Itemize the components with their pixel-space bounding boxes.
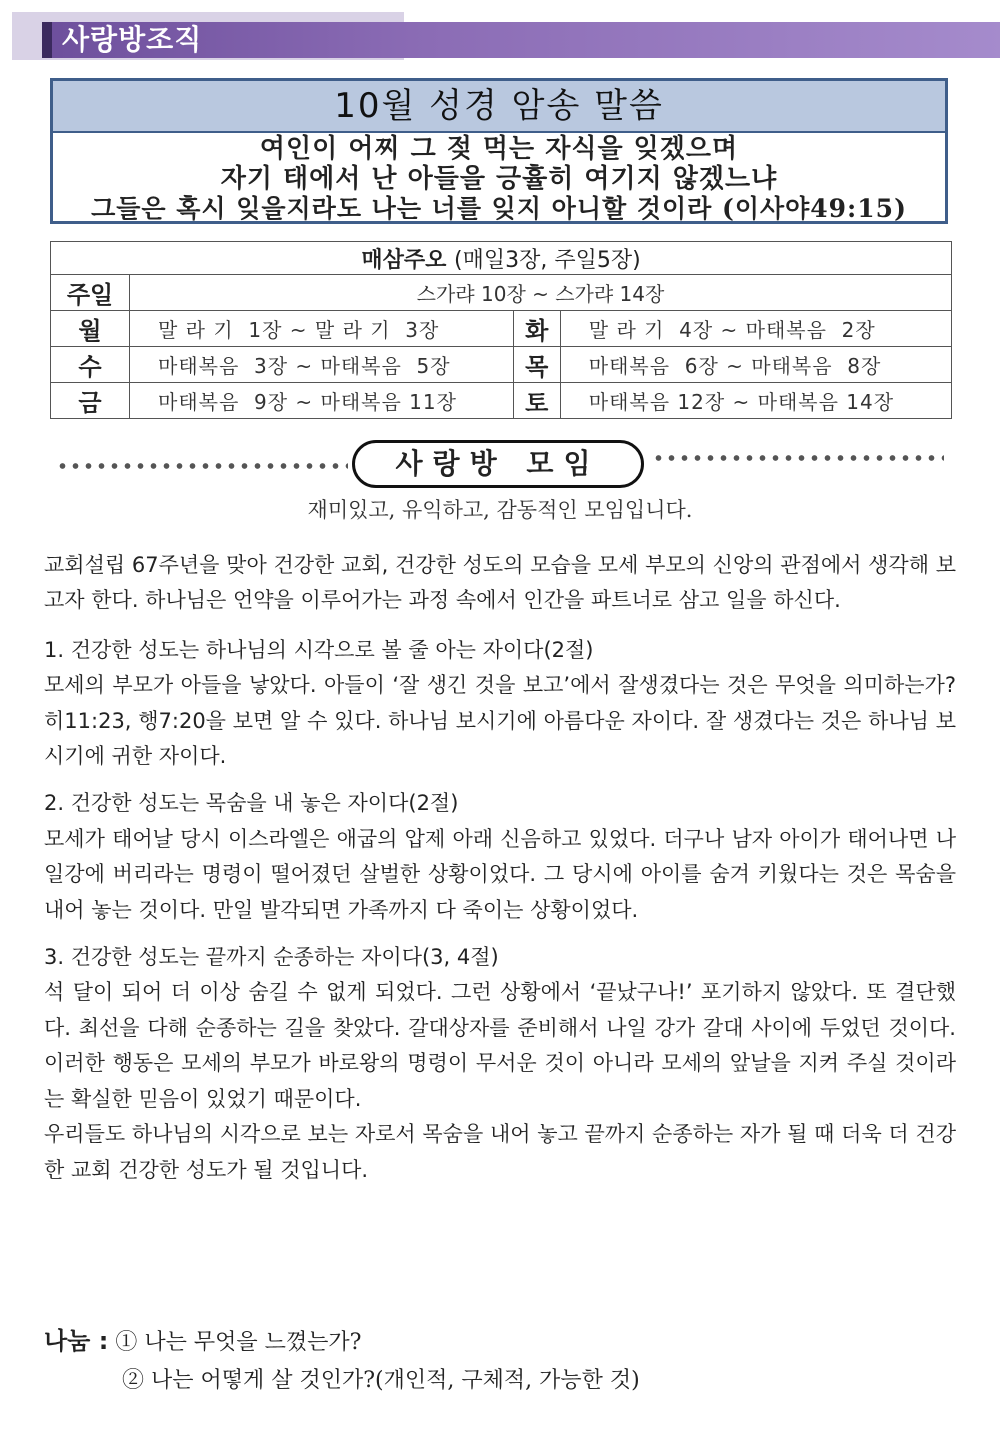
- sharing-label: 나눔 :: [44, 1327, 109, 1355]
- intro-paragraph: 교회설립 67주년을 맞아 건강한 교회, 건강한 성도의 모습을 모세 부모의 신앙의 관점에서 생각해 보고자 한다. 하나님은 언약을 이루어가는 과정 속에서 인간을 파트너로 삼고 일을 하신다.: [44, 553, 956, 613]
- closing-paragraph: 우리들도 하나님의 시각으로 보는 자로서 목숨을 내어 놓고 끝까지 순종하는 자가 될 때 더욱 더 건강한 교회 건강한 성도가 될 것입니다.: [44, 1122, 956, 1182]
- page-title: 사랑방조직: [62, 23, 203, 56]
- verse-line: 자기 태에서 난 아들을 긍휼히 여기지 않겠느냐: [220, 164, 778, 194]
- header-banner: [12, 12, 990, 62]
- dotted-divider-left: [56, 462, 348, 470]
- section-heading: 3. 건강한 성도는 끝까지 순종하는 자이다(3, 4절): [44, 945, 499, 970]
- table-row: [51, 347, 952, 383]
- reading-range: 마태복음 6장 ~ 마태복음 8장: [560, 347, 951, 383]
- memory-verse-title: 10월 성경 암송 말씀: [53, 81, 945, 133]
- sharing-question: ① 나는 무엇을 느꼈는가?: [115, 1330, 362, 1355]
- verse-line: 여인이 어찌 그 젖 먹는 자식을 잊겠으며: [259, 134, 739, 164]
- table-row: [51, 275, 952, 311]
- day-label: 토: [513, 383, 560, 419]
- section-text: 모세가 태어날 당시 이스라엘은 애굽의 압제 아래 신음하고 있었다. 더구나 남자 아이가 태어나면 나일강에 버리라는 명령이 떨어졌던 살벌한 상황이었다. 그 당시에 아이를 숨겨 키웠다는 것은 목숨을 내어 놓는 것이다. 만일 발각되면 가족까지 다 죽이는 상황이었다.: [44, 826, 956, 922]
- reading-range: 마태복음 12장 ~ 마태복음 14장: [560, 383, 951, 419]
- reading-title: 매삼주오: [361, 247, 447, 273]
- sharing-question: ② 나는 어떻게 살 것인가?(개인적, 구체적, 가능한 것): [122, 1368, 640, 1393]
- reading-range: 말 라 기 4장 ~ 마태복음 2장: [560, 311, 951, 347]
- reading-range: 마태복음 9장 ~ 마태복음 11장: [130, 383, 514, 419]
- sharing-questions: [44, 1322, 640, 1400]
- section-text: 모세의 부모가 아들을 낳았다. 아들이 ‘잘 생긴 것을 보고’에서 잘생겼다는 것은 무엇을 의미하는가? 히11:23, 행7:20을 보면 알 수 있다. 하나님 보시기에 아름다운 자이다. 잘 생겼다는 것은 하나님 보시기에 귀한 자이다.: [44, 673, 956, 769]
- verse-line: 그들은 혹시 잊을지라도 나는 너를 잊지 아니할 것이라 (이사야49:15): [91, 194, 907, 223]
- day-label: 목: [513, 347, 560, 383]
- section-text: 석 달이 되어 더 이상 숨길 수 없게 되었다. 그런 상황에서 ‘끝났구나!’ 포기하지 않았다. 또 결단했다. 최선을 다해 순종하는 길을 찾았다. 갈대상자를 준비해서 나일 강가 갈대 사이에 두었던 것이다. 이러한 행동은 모세의 부모가 바로왕의 명령이 무서운 것이 아니라 모세의 앞날을 지켜 주실 것이라는 확실한 믿음이 있었기 때문이다.: [44, 980, 956, 1111]
- day-label: 금: [51, 383, 130, 419]
- section-heading: 2. 건강한 성도는 목숨을 내 놓은 자이다(2절): [44, 791, 459, 816]
- meeting-subtitle: 재미있고, 유익하고, 감동적인 모임입니다.: [307, 498, 693, 522]
- reading-range: 스가랴 10장 ~ 스가랴 14장: [130, 275, 952, 311]
- reading-subtitle: (매일3장, 주일5장): [454, 247, 641, 273]
- memory-verse-box: [50, 78, 948, 224]
- day-label: 주일: [51, 275, 130, 311]
- reading-range: 말 라 기 1장 ~ 말 라 기 3장: [130, 311, 514, 347]
- meeting-badge: 사랑방 모임: [352, 440, 644, 488]
- sermon-body: [44, 548, 956, 1188]
- day-label: 화: [513, 311, 560, 347]
- reading-schedule-table: [50, 241, 952, 419]
- reading-range: 마태복음 3장 ~ 마태복음 5장: [130, 347, 514, 383]
- day-label: 월: [51, 311, 130, 347]
- day-label: 수: [51, 347, 130, 383]
- table-row: [51, 311, 952, 347]
- table-row: [51, 383, 952, 419]
- dotted-divider-right: [652, 454, 944, 462]
- reading-title-cell: [51, 242, 952, 275]
- table-row: [51, 242, 952, 275]
- section-heading: 1. 건강한 성도는 하나님의 시각으로 볼 줄 아는 자이다(2절): [44, 637, 594, 662]
- banner-mark: [42, 22, 52, 58]
